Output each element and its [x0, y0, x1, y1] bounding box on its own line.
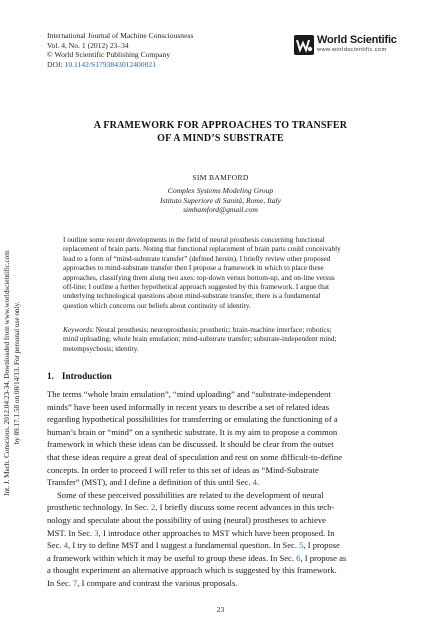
journal-copyright: © World Scientific Publishing Company	[47, 50, 171, 60]
abstract-line: approaches, classifying them along two axes: top-down versus bottom-up, and on-line versus	[63, 272, 335, 282]
abstract-line: lead to a form of “mind-substrate transfer” (defined herein), I briefly review other proposed	[63, 253, 331, 263]
publisher-url: www.worldscientific.com	[317, 47, 387, 53]
body-line: nology and speculate about the possibility of using (neural) prostheses to achieve	[47, 514, 326, 525]
body-text: , I propose as	[300, 552, 347, 563]
keywords-text: : Neural prosthesis; neuroprosthesis; prosthetic; brain-machine interface; robotics;	[91, 325, 332, 334]
body-line	[47, 476, 395, 489]
download-watermark	[2, 183, 28, 563]
body-line	[47, 501, 395, 514]
body-text: prosthetic technology. In Sec.	[47, 502, 151, 513]
body-line: Some of these perceived possibilities are related to the development of neural	[57, 489, 324, 500]
keywords-label: Keywords	[63, 325, 92, 334]
body-text: , I briefly discuss some recent advances in this tech-	[155, 502, 335, 513]
affiliation-institute: Istituto Superiore di Sanità, Rome, Italy	[160, 195, 281, 205]
section-ref-link[interactable]: 2	[150, 502, 156, 513]
body-text: , I propose	[303, 540, 340, 551]
body-line	[47, 527, 395, 540]
section-title: Introduction	[61, 371, 112, 381]
abstract-line: off-line; I outline a further hypothetical approach suggested by this framework. I argue that	[63, 282, 329, 292]
body-line: a thought experiment an alternative approach which is suggested by this framework.	[47, 565, 337, 576]
abstract-line: replacement of brain parts. Noting that functional replacement of brain parts could conceivably	[63, 244, 341, 254]
title-line-2: OF A MIND’S SUBSTRATE	[157, 133, 284, 144]
body-line	[47, 552, 395, 565]
body-line: regarding hypothetical possibilities for transferring or emulating the functioning of a	[47, 414, 338, 425]
watermark-line-1: Int. J. Mach. Conscious. 2012.04:23-34. Downloaded from www.worldscientific.com	[3, 250, 11, 496]
world-scientific-logo-icon	[294, 35, 314, 55]
affiliation-group: Complex Systems Modeling Group	[167, 186, 274, 195]
body-line: human’s brain or “mind” on a synthetic substrate. It is my aim to propose a common	[47, 426, 338, 437]
body-text: Transfer” (MST), and I define a definition of this until Sec.	[47, 477, 253, 488]
keywords	[63, 325, 381, 353]
body-text: In Sec.	[47, 577, 74, 588]
body-text: a framework within which it may be useful to group these ideas. In Sec.	[47, 552, 297, 563]
publisher-name: World Scientific	[317, 34, 397, 46]
section-ref-link[interactable]: 4	[63, 540, 69, 551]
body-line	[47, 577, 395, 590]
keywords-line: mind uploading; whole brain emulation; mind-substrate transfer; substrate-independent mind;	[63, 334, 337, 344]
keywords-line: metempsychosis; identity.	[63, 343, 139, 353]
abstract-line: approaches to mind-substrate transfer then I propose a framework in which to place these	[63, 263, 324, 273]
journal-name: International Journal of Machine Consciousness	[47, 31, 194, 40]
body-line: framework in which these ideas can be discussed. It should be clear from the outset	[47, 439, 334, 450]
body-line: minds” have been used informally in recent years to describe a set of related ideas	[47, 401, 330, 412]
section-ref-link[interactable]: 3	[94, 527, 99, 538]
page-number: 23	[216, 605, 225, 614]
body-text: , I introduce other approaches to MST which have been proposed. In	[98, 527, 335, 538]
section-ref-link[interactable]: 5	[299, 540, 304, 551]
journal-volume: Vol. 4, No. 1 (2012) 23–34	[47, 40, 129, 50]
author-affiliation	[47, 186, 394, 215]
section-heading	[47, 371, 112, 381]
abstract-line: I outline some recent developments in the field of neural prosthesis concerning functional	[63, 235, 325, 244]
journal-doi	[47, 60, 307, 70]
doi-label: DOI:	[47, 59, 65, 69]
body-line: that these ideas require a great deal of speculation and rest on some difficult-to-define	[47, 451, 343, 462]
section-ref-link[interactable]: 7	[73, 577, 78, 588]
author-email: simbamford@gmail.com	[183, 205, 258, 215]
body-text: Sec.	[47, 540, 64, 551]
paper-title	[47, 119, 394, 145]
journal-header	[47, 31, 307, 69]
body-line: concepts. In order to proceed I will refer to this set of ideas as “Mind-Substrate	[47, 464, 319, 475]
section-ref-link[interactable]: 6	[296, 552, 301, 563]
body-text: .	[256, 477, 260, 488]
keywords-line	[63, 325, 381, 334]
publisher-logo	[294, 33, 404, 57]
abstract-line: question which concerns our beliefs about continuity of identity.	[63, 300, 251, 310]
body-text: MST. In Sec.	[47, 527, 95, 538]
body-line	[47, 539, 395, 552]
abstract	[63, 235, 381, 310]
abstract-line: underlying technological questions about mind-substrate transfer, there is a fundamental	[63, 291, 321, 301]
author-name: SIM BAMFORD	[192, 173, 249, 182]
body-text: , I try to define MST and I suggest a fundamental question. In Sec.	[68, 540, 300, 551]
title-line-1: A FRAMEWORK FOR APPROACHES TO TRANSFER	[93, 120, 348, 131]
watermark-line-2: by 89.17.1.58 on 08/14/13. For personal use only.	[13, 301, 21, 445]
introduction-body	[47, 388, 395, 590]
doi-link[interactable]: 10.1142/S1793843012400021	[64, 59, 156, 69]
section-number: 1.	[47, 371, 54, 381]
body-text: , I compare and contrast the various proposals.	[77, 577, 238, 588]
section-ref-link[interactable]: 4	[252, 477, 257, 488]
body-line: The terms “whole brain emulation”, “mind uploading” and “substrate-independent	[47, 389, 331, 399]
